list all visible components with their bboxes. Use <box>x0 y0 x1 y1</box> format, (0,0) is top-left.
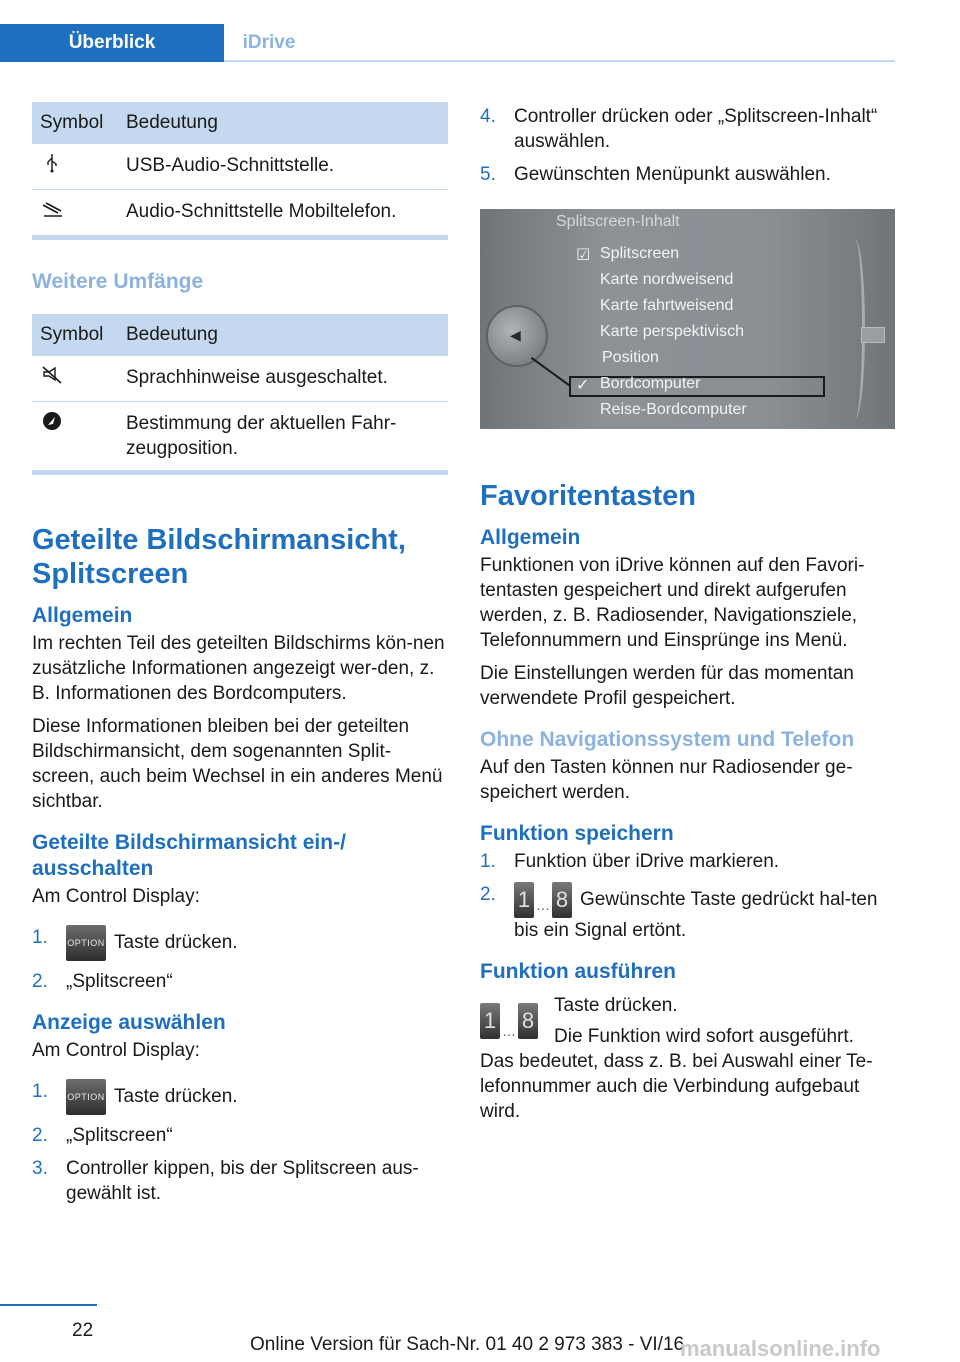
execute-row <box>480 993 896 1071</box>
list-item: 1. OPTION Taste drücken. <box>32 925 448 961</box>
subtitle-toggle: Geteilte Bildschirmansicht ein-/ ausschalten <box>32 831 346 880</box>
table-cell-meaning: Bestimmung der aktuellen Fahr-zeugposition. <box>118 402 448 473</box>
watermark: manualsonline.info <box>680 1336 881 1361</box>
list-item: 4. Controller drücken oder „Splitscreen-Inhalt“ auswählen. <box>480 106 878 152</box>
tab-ueberblick[interactable]: Überblick <box>0 24 224 62</box>
list-item: 1. Funktion über iDrive markieren. <box>480 851 780 872</box>
mute-icon <box>40 365 64 387</box>
table-header-meaning: Bedeutung <box>118 314 448 356</box>
footer-text: Online Version für Sach-Nr. 01 40 2 973 383 - VI/16 <box>250 1334 685 1355</box>
list-item: 1. OPTION Taste drücken. <box>32 1079 448 1115</box>
select-steps-continued <box>480 104 896 187</box>
screen-menu-item: Splitscreen <box>600 245 680 262</box>
table-row <box>32 144 448 190</box>
controller-knob-icon: ◀ <box>486 305 548 367</box>
tab-idrive[interactable]: iDrive <box>242 32 296 53</box>
table-header-symbol: Symbol <box>32 102 118 144</box>
execute-text: Die Funktion wird sofort ausgeführt. <box>554 1026 854 1047</box>
screen-menu-item: Karte perspektivisch <box>600 323 745 340</box>
toggle-steps <box>32 925 448 994</box>
select-steps <box>32 1079 448 1206</box>
check-icon: ✓ <box>576 377 590 394</box>
list-item: 3. Controller kippen, bis der Splitscreen aus-gewählt ist. <box>32 1158 419 1204</box>
symbol-table-audio <box>32 102 448 240</box>
paragraph: Im rechten Teil des geteilten Bildschirms kön-nen zusätzliche Informationen angezeigt wer-den, z. B. Informationen des Bordcomputers. <box>32 633 445 704</box>
subtitle-allgemein: Allgemein <box>480 526 581 549</box>
screen-title: Splitscreen-Inhalt <box>556 213 680 230</box>
paragraph: Am Control Display: <box>32 1040 200 1061</box>
splitscreen-menu-illustration <box>480 209 895 429</box>
save-steps <box>480 849 896 943</box>
symbol-table-more <box>32 314 448 475</box>
section-title-weitere: Weitere Umfänge <box>32 270 204 293</box>
screen-menu-item: Karte fahrtweisend <box>600 297 734 314</box>
list-item: 5. Gewünschten Menüpunkt auswählen. <box>480 164 831 185</box>
table-cell-meaning: Sprachhinweise ausgeschaltet. <box>118 356 448 402</box>
menu-side-icon <box>861 327 885 343</box>
position-icon <box>40 411 64 433</box>
paragraph: Auf den Tasten können nur Radiosender ge-speichert werden. <box>480 757 853 803</box>
check-icon: ☑ <box>576 247 591 264</box>
subtitle-funktion-speichern: Funktion speichern <box>480 822 674 845</box>
screen-menu-item: Reise-Bordcomputer <box>600 401 747 418</box>
subtitle-select: Anzeige auswählen <box>32 1011 226 1034</box>
table-cell-meaning: Audio-Schnittstelle Mobiltelefon. <box>118 190 448 238</box>
favorite-keys-icon: 1 … 8 <box>480 1003 538 1039</box>
header-bar <box>0 24 895 62</box>
section-title-favoriten: Favoritentasten <box>480 480 696 512</box>
pointer-line <box>531 357 571 387</box>
option-key-icon: OPTION <box>66 1079 106 1115</box>
screen-menu-item: Bordcomputer <box>600 375 701 392</box>
paragraph: Funktionen von iDrive können auf den Favori-tentasten gespeichert und direkt aufgerufen werden, z. B. Radiosender, Navigationsziele, Telefonnummern und Einsprünge ins Menü. <box>480 555 865 651</box>
section-title-splitscreen: Geteilte Bildschirmansicht, Splitscreen <box>32 524 406 590</box>
paragraph: Die Einstellungen werden für das momentan verwendete Profil gespeichert. <box>480 663 854 709</box>
right-column <box>480 104 896 1132</box>
subtitle-funktion-ausfuehren: Funktion ausführen <box>480 960 676 983</box>
phone-audio-icon <box>40 199 64 221</box>
paragraph: Das bedeutet, dass z. B. bei Auswahl einer Te-lefonnummer auch die Verbindung aufgebaut wird. <box>480 1051 873 1122</box>
table-row <box>32 356 448 402</box>
option-key-icon: OPTION <box>66 925 106 961</box>
left-column <box>32 102 448 1214</box>
paragraph: Diese Informationen bleiben bei der geteilten Bildschirmansicht, dem sogenannten Split-screen, auch beim Wechsel in ein anderes Menü sichtbar. <box>32 716 443 812</box>
table-row <box>32 190 448 238</box>
screen-menu-item: Karte nordweisend <box>600 271 734 288</box>
list-item: 2. „Splitscreen“ <box>32 1125 173 1146</box>
subtitle-allgemein: Allgemein <box>32 604 133 627</box>
favorite-key-1-icon: 1 <box>514 882 534 918</box>
table-header-symbol: Symbol <box>32 314 118 356</box>
screen-menu-item: Position <box>602 349 659 366</box>
table-row <box>32 402 448 473</box>
usb-icon <box>40 153 64 175</box>
execute-text: Taste drücken. <box>554 995 678 1016</box>
table-header-meaning: Bedeutung <box>118 102 448 144</box>
list-item: 2. „Splitscreen“ <box>32 971 173 992</box>
paragraph: Am Control Display: <box>32 886 200 907</box>
subtitle-ohne-navigation: Ohne Navigationssystem und Telefon <box>480 728 855 751</box>
list-item: 2. 1 … 8 Gewünschte Taste gedrückt hal-ten bis ein Signal ertönt. <box>480 884 878 941</box>
favorite-key-8-icon: 8 <box>552 882 572 918</box>
page-number-rule <box>0 1304 97 1306</box>
table-cell-meaning: USB-Audio-Schnittstelle. <box>118 144 448 190</box>
page-number: 22 <box>72 1320 94 1341</box>
